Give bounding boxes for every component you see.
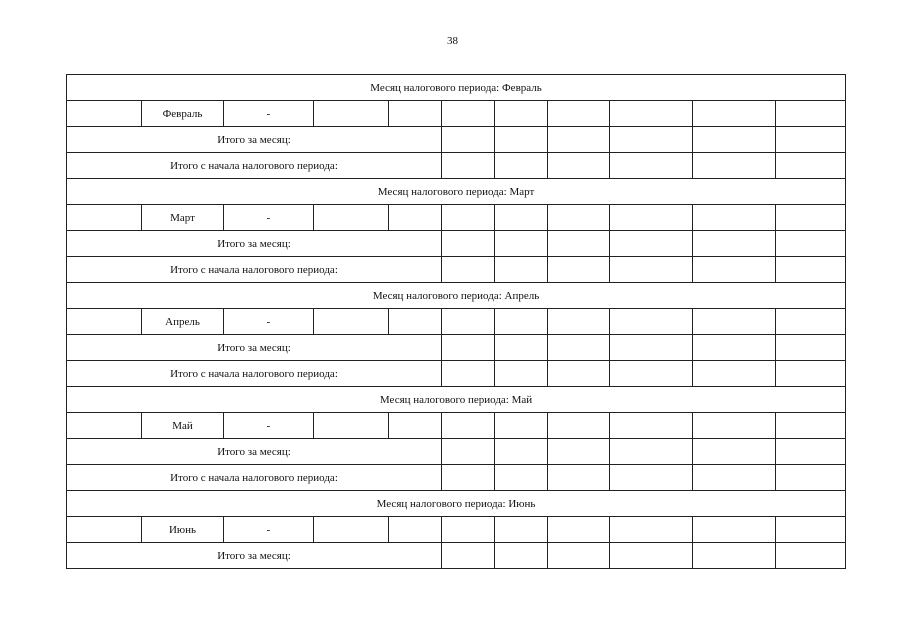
table-cell (776, 465, 846, 491)
table-cell (610, 205, 693, 231)
table-cell (610, 309, 693, 335)
table-cell (495, 153, 548, 179)
table-cell (548, 439, 610, 465)
table-cell (693, 205, 776, 231)
table-cell (314, 309, 389, 335)
table-cell (776, 127, 846, 153)
table-cell (442, 465, 495, 491)
table-cell (610, 517, 693, 543)
table-cell (495, 231, 548, 257)
dash-cell: - (224, 101, 314, 127)
month-row (67, 413, 846, 439)
month-total-row (67, 439, 846, 465)
period-total-label: Итого с начала налогового периода: (67, 153, 442, 179)
table-cell (776, 231, 846, 257)
period-total-row (67, 153, 846, 179)
table-cell (548, 205, 610, 231)
section-header-row (67, 179, 846, 205)
table-cell (495, 335, 548, 361)
table-cell (314, 101, 389, 127)
table-cell (776, 543, 846, 569)
table-cell (67, 205, 142, 231)
dash-cell: - (224, 205, 314, 231)
table-cell (442, 231, 495, 257)
section-header-row (67, 387, 846, 413)
month-total-row (67, 543, 846, 569)
period-total-row (67, 361, 846, 387)
table-cell (693, 231, 776, 257)
table-cell (693, 257, 776, 283)
section-title: Месяц налогового периода: Февраль (67, 75, 846, 101)
page-number: 38 (447, 35, 458, 47)
table-cell (776, 205, 846, 231)
month-name: Апрель (142, 309, 224, 335)
table-cell (389, 517, 442, 543)
table-cell (495, 257, 548, 283)
table-cell (442, 361, 495, 387)
table-cell (610, 543, 693, 569)
table-cell (693, 465, 776, 491)
table-cell (693, 127, 776, 153)
table-cell (610, 465, 693, 491)
table-cell (495, 543, 548, 569)
month-row (67, 101, 846, 127)
section-title: Месяц налогового периода: Апрель (67, 283, 846, 309)
month-total-row (67, 335, 846, 361)
table-cell (442, 517, 495, 543)
table-cell (610, 231, 693, 257)
table-cell (610, 257, 693, 283)
table-cell (776, 413, 846, 439)
table-cell (693, 153, 776, 179)
table-cell (548, 257, 610, 283)
section-header-row (67, 491, 846, 517)
table-cell (548, 153, 610, 179)
month-name: Май (142, 413, 224, 439)
table-cell (67, 413, 142, 439)
month-row (67, 517, 846, 543)
month-name: Февраль (142, 101, 224, 127)
table-cell (548, 309, 610, 335)
table-cell (67, 309, 142, 335)
table-cell (442, 543, 495, 569)
table-cell (548, 465, 610, 491)
table-cell (442, 153, 495, 179)
table-cell (610, 101, 693, 127)
table-cell (442, 413, 495, 439)
period-total-row (67, 465, 846, 491)
table-cell (314, 205, 389, 231)
table-cell (314, 413, 389, 439)
table-cell (776, 101, 846, 127)
table-cell (495, 361, 548, 387)
table-cell (548, 413, 610, 439)
section-header-row (67, 283, 846, 309)
table-cell (442, 309, 495, 335)
table-cell (610, 361, 693, 387)
dash-cell: - (224, 413, 314, 439)
table-cell (610, 335, 693, 361)
table-cell (314, 517, 389, 543)
table-cell (495, 127, 548, 153)
month-name: Март (142, 205, 224, 231)
month-total-row (67, 127, 846, 153)
table-cell (442, 335, 495, 361)
month-row (67, 205, 846, 231)
table-cell (776, 257, 846, 283)
table-cell (495, 413, 548, 439)
table-cell (693, 543, 776, 569)
table-cell (389, 413, 442, 439)
table-cell (495, 465, 548, 491)
dash-cell: - (224, 309, 314, 335)
table-cell (776, 361, 846, 387)
table-cell (610, 153, 693, 179)
table-cell (610, 127, 693, 153)
period-total-label: Итого с начала налогового периода: (67, 257, 442, 283)
table-cell (693, 361, 776, 387)
table-cell (776, 517, 846, 543)
month-total-row (67, 231, 846, 257)
table-cell (776, 153, 846, 179)
table-cell (693, 517, 776, 543)
section-title: Месяц налогового периода: Март (67, 179, 846, 205)
month-total-label: Итого за месяц: (67, 439, 442, 465)
month-total-label: Итого за месяц: (67, 335, 442, 361)
table-cell (693, 413, 776, 439)
table-cell (548, 231, 610, 257)
table-cell (442, 127, 495, 153)
table-cell (610, 439, 693, 465)
table-cell (495, 517, 548, 543)
tax-table (66, 74, 846, 569)
table-cell (693, 309, 776, 335)
month-name: Июнь (142, 517, 224, 543)
table-cell (548, 543, 610, 569)
table-cell (495, 101, 548, 127)
table-cell (548, 517, 610, 543)
period-total-label: Итого с начала налогового периода: (67, 465, 442, 491)
table-cell (548, 361, 610, 387)
table-cell (442, 439, 495, 465)
table-cell (693, 439, 776, 465)
table-cell (776, 309, 846, 335)
month-row (67, 309, 846, 335)
table-cell (776, 439, 846, 465)
table-cell (548, 127, 610, 153)
table-cell (495, 439, 548, 465)
table-cell (548, 335, 610, 361)
period-total-row (67, 257, 846, 283)
table-cell (610, 413, 693, 439)
section-title: Месяц налогового периода: Июнь (67, 491, 846, 517)
month-total-label: Итого за месяц: (67, 543, 442, 569)
table-cell (442, 257, 495, 283)
period-total-label: Итого с начала налогового периода: (67, 361, 442, 387)
table-cell (442, 205, 495, 231)
dash-cell: - (224, 517, 314, 543)
table-cell (495, 205, 548, 231)
table-cell (776, 335, 846, 361)
table-cell (67, 101, 142, 127)
table-cell (389, 205, 442, 231)
table-cell (693, 101, 776, 127)
section-header-row (67, 75, 846, 101)
table-cell (442, 101, 495, 127)
section-title: Месяц налогового периода: Май (67, 387, 846, 413)
month-total-label: Итого за месяц: (67, 231, 442, 257)
table-cell (495, 309, 548, 335)
table-cell (693, 335, 776, 361)
table-cell (548, 101, 610, 127)
table-cell (389, 101, 442, 127)
month-total-label: Итого за месяц: (67, 127, 442, 153)
table-cell (389, 309, 442, 335)
table-cell (67, 517, 142, 543)
